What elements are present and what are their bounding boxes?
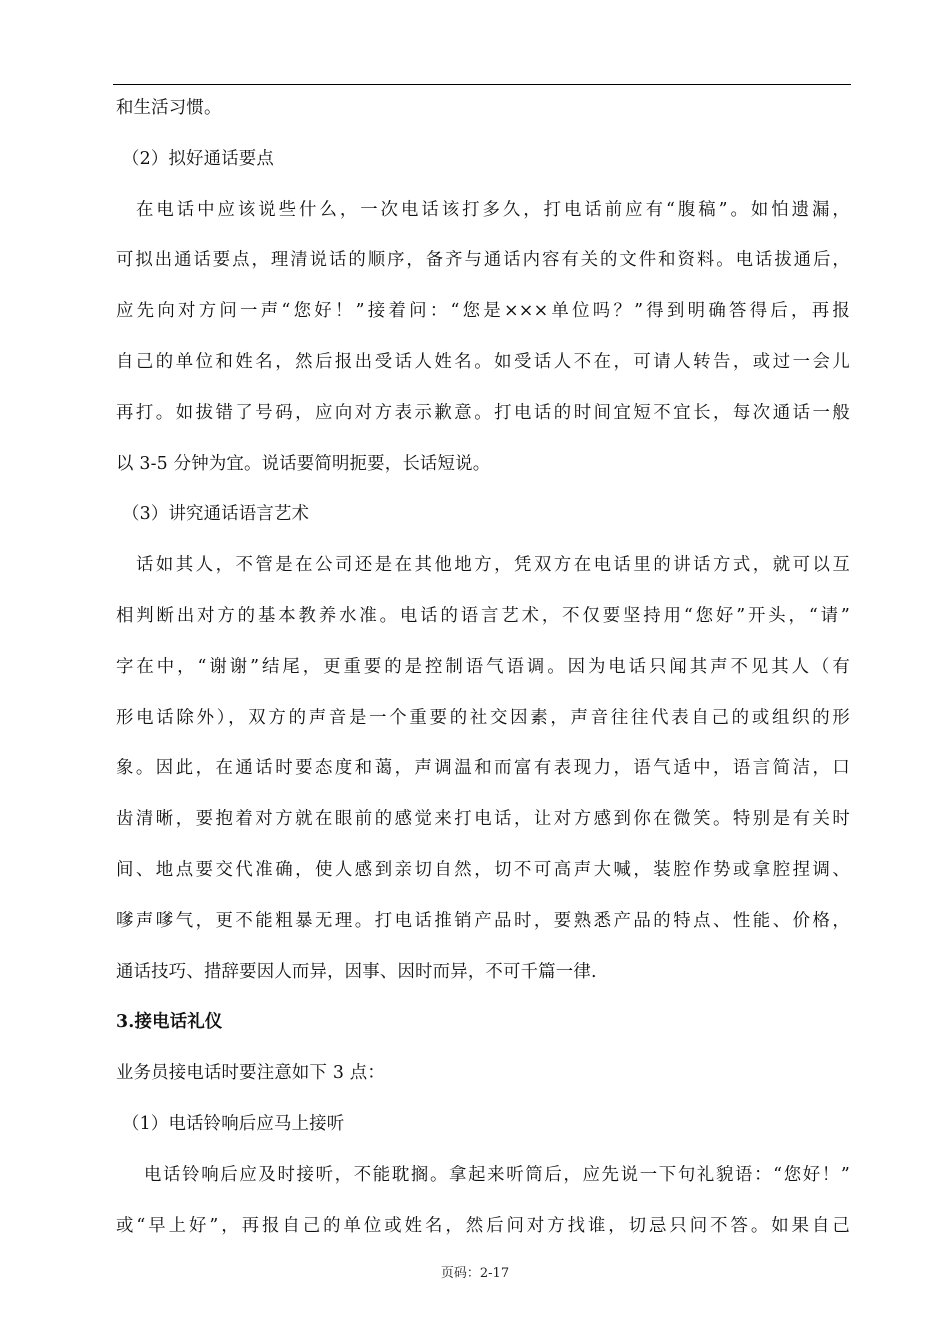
page-number: 页码：2-17 — [440, 1266, 510, 1281]
paragraph-line: 可拟出通话要点，理清说话的顺序，备齐与通话内容有关的文件和资料。电话拔通后， — [116, 250, 850, 271]
section-heading: 3.接电话礼仪 — [116, 1012, 223, 1033]
paragraph-line: 自己的单位和姓名，然后报出受话人姓名。如受话人不在，可请人转告，或过一会儿 — [116, 351, 850, 372]
paragraph-line: 在电话中应该说些什么，一次电话该打多久，打电话前应有“腹稿”。如怕遗漏， — [136, 199, 850, 220]
document-body — [116, 89, 850, 1257]
paragraph-line: 再打。如拔错了号码，应向对方表示歉意。打电话的时间宜短不宜长，每次通话一般 — [116, 402, 850, 423]
paragraph-line: 话如其人，不管是在公司还是在其他地方，凭双方在电话里的讲话方式，就可以互 — [136, 555, 850, 576]
paragraph-line: 字在中，“谢谢”结尾，更重要的是控制语气语调。因为电话只闻其声不见其人（有 — [116, 656, 850, 677]
paragraph-line: 间、地点要交代准确，使人感到亲切自然，切不可高声大喊，装腔作势或拿腔捏调、 — [116, 859, 850, 880]
paragraph-line: 以 3-5 分钟为宜。说话要简明扼要，长话短说。 — [116, 453, 491, 474]
header-rule — [113, 84, 851, 85]
paragraph-line: 象。因此，在通话时要态度和蔼，声调温和而富有表现力，语气适中，语言简洁，口 — [116, 758, 850, 779]
paragraph-line: 电话铃响后应及时接听，不能耽搁。拿起来听筒后，应先说一下句礼貌语：“您好！” — [144, 1164, 850, 1185]
paragraph-line: 形电话除外），双方的声音是一个重要的社交因素，声音往往代表自己的或组织的形 — [116, 707, 850, 728]
paragraph-line: 通话技巧、措辞要因人而异，因事、因时而异，不可千篇一律. — [116, 961, 597, 982]
section-heading: （3）讲究通话语言艺术 — [122, 504, 310, 525]
paragraph-line: 业务员接电话时要注意如下 3 点： — [116, 1063, 385, 1084]
paragraph-line: 齿清晰，要抱着对方就在眼前的感觉来打电话，让对方感到你在微笑。特别是有关时 — [116, 809, 850, 830]
paragraph-line: 或“早上好”，再报自己的单位或姓名，然后问对方找谁，切忌只问不答。如果自己 — [116, 1215, 850, 1236]
paragraph-line: 嗲声嗲气，更不能粗暴无理。打电话推销产品时，要熟悉产品的特点、性能、价格， — [116, 910, 850, 931]
paragraph-line: 和生活习惯。 — [116, 98, 222, 118]
section-heading: （1）电话铃响后应马上接听 — [122, 1113, 345, 1134]
section-heading: （2）拟好通话要点 — [122, 148, 274, 169]
paragraph-line: 相判断出对方的基本教养水准。电话的语言艺术，不仅要坚持用“您好”开头，“请” — [116, 605, 850, 626]
paragraph-line: 应先向对方问一声“您好！”接着问：“您是×××单位吗？”得到明确答得后，再报 — [116, 301, 850, 322]
